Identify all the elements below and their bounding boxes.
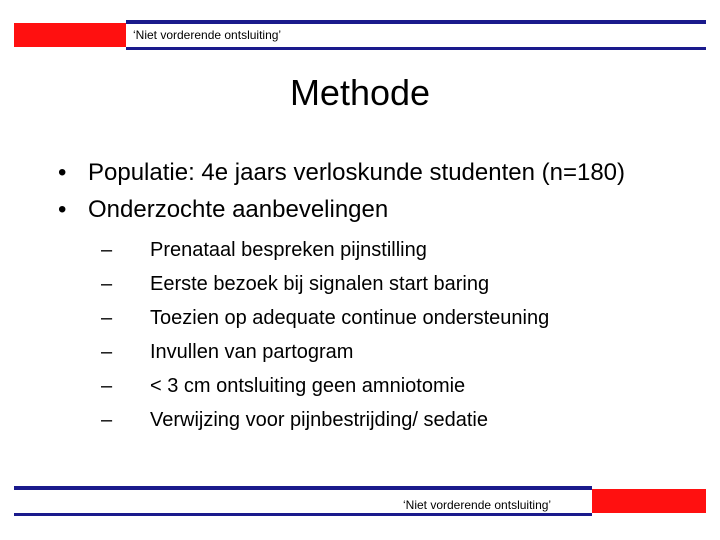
sub-bullet-marker: –	[101, 239, 113, 261]
footer-label: ‘Niet vorderende ontsluiting’	[403, 498, 552, 512]
bullet-text: Onderzochte aanbevelingen	[88, 196, 389, 223]
footer-banner	[0, 486, 720, 518]
bullet-list	[58, 158, 678, 444]
sub-bullet-text: Verwijzing voor pijnbestrijding/ sedatie	[150, 409, 488, 431]
slide-title: Methode	[289, 72, 431, 113]
sub-bullet-text: < 3 cm ontsluiting geen amniotomie	[150, 375, 466, 397]
bullet-item-recommendations	[58, 195, 678, 437]
header-label: ‘Niet vorderende ontsluiting’	[133, 28, 282, 42]
sub-bullet-item	[88, 369, 678, 403]
sub-bullet-marker: –	[101, 375, 113, 397]
header-rule-top	[126, 20, 706, 24]
footer-rule-bottom	[14, 513, 592, 516]
sub-bullet-item	[88, 267, 678, 301]
sub-bullet-marker: –	[101, 409, 113, 431]
sub-bullet-item	[88, 301, 678, 335]
sub-bullet-text: Eerste bezoek bij signalen start baring	[150, 273, 490, 295]
bullet-item-population	[58, 158, 678, 188]
footer-rule-top	[14, 486, 592, 490]
sub-bullet-list	[88, 233, 678, 437]
header-rule-bottom	[126, 47, 706, 50]
sub-bullet-item	[88, 335, 678, 369]
bullet-text: Populatie: 4e jaars verloskunde studenten (n=180)	[88, 159, 626, 186]
sub-bullet-text: Invullen van partogram	[150, 341, 354, 363]
header-red-block	[14, 23, 126, 47]
bullet-marker: •	[58, 196, 67, 223]
sub-bullet-item	[88, 233, 678, 267]
sub-bullet-text: Toezien op adequate continue ondersteuning	[150, 307, 550, 329]
header-banner	[0, 20, 720, 52]
sub-bullet-marker: –	[101, 273, 113, 295]
footer-red-block	[592, 489, 706, 513]
sub-bullet-text: Prenataal bespreken pijnstilling	[150, 239, 427, 261]
sub-bullet-item	[88, 403, 678, 437]
sub-bullet-marker: –	[101, 307, 113, 329]
bullet-marker: •	[58, 159, 67, 186]
sub-bullet-marker: –	[101, 341, 113, 363]
